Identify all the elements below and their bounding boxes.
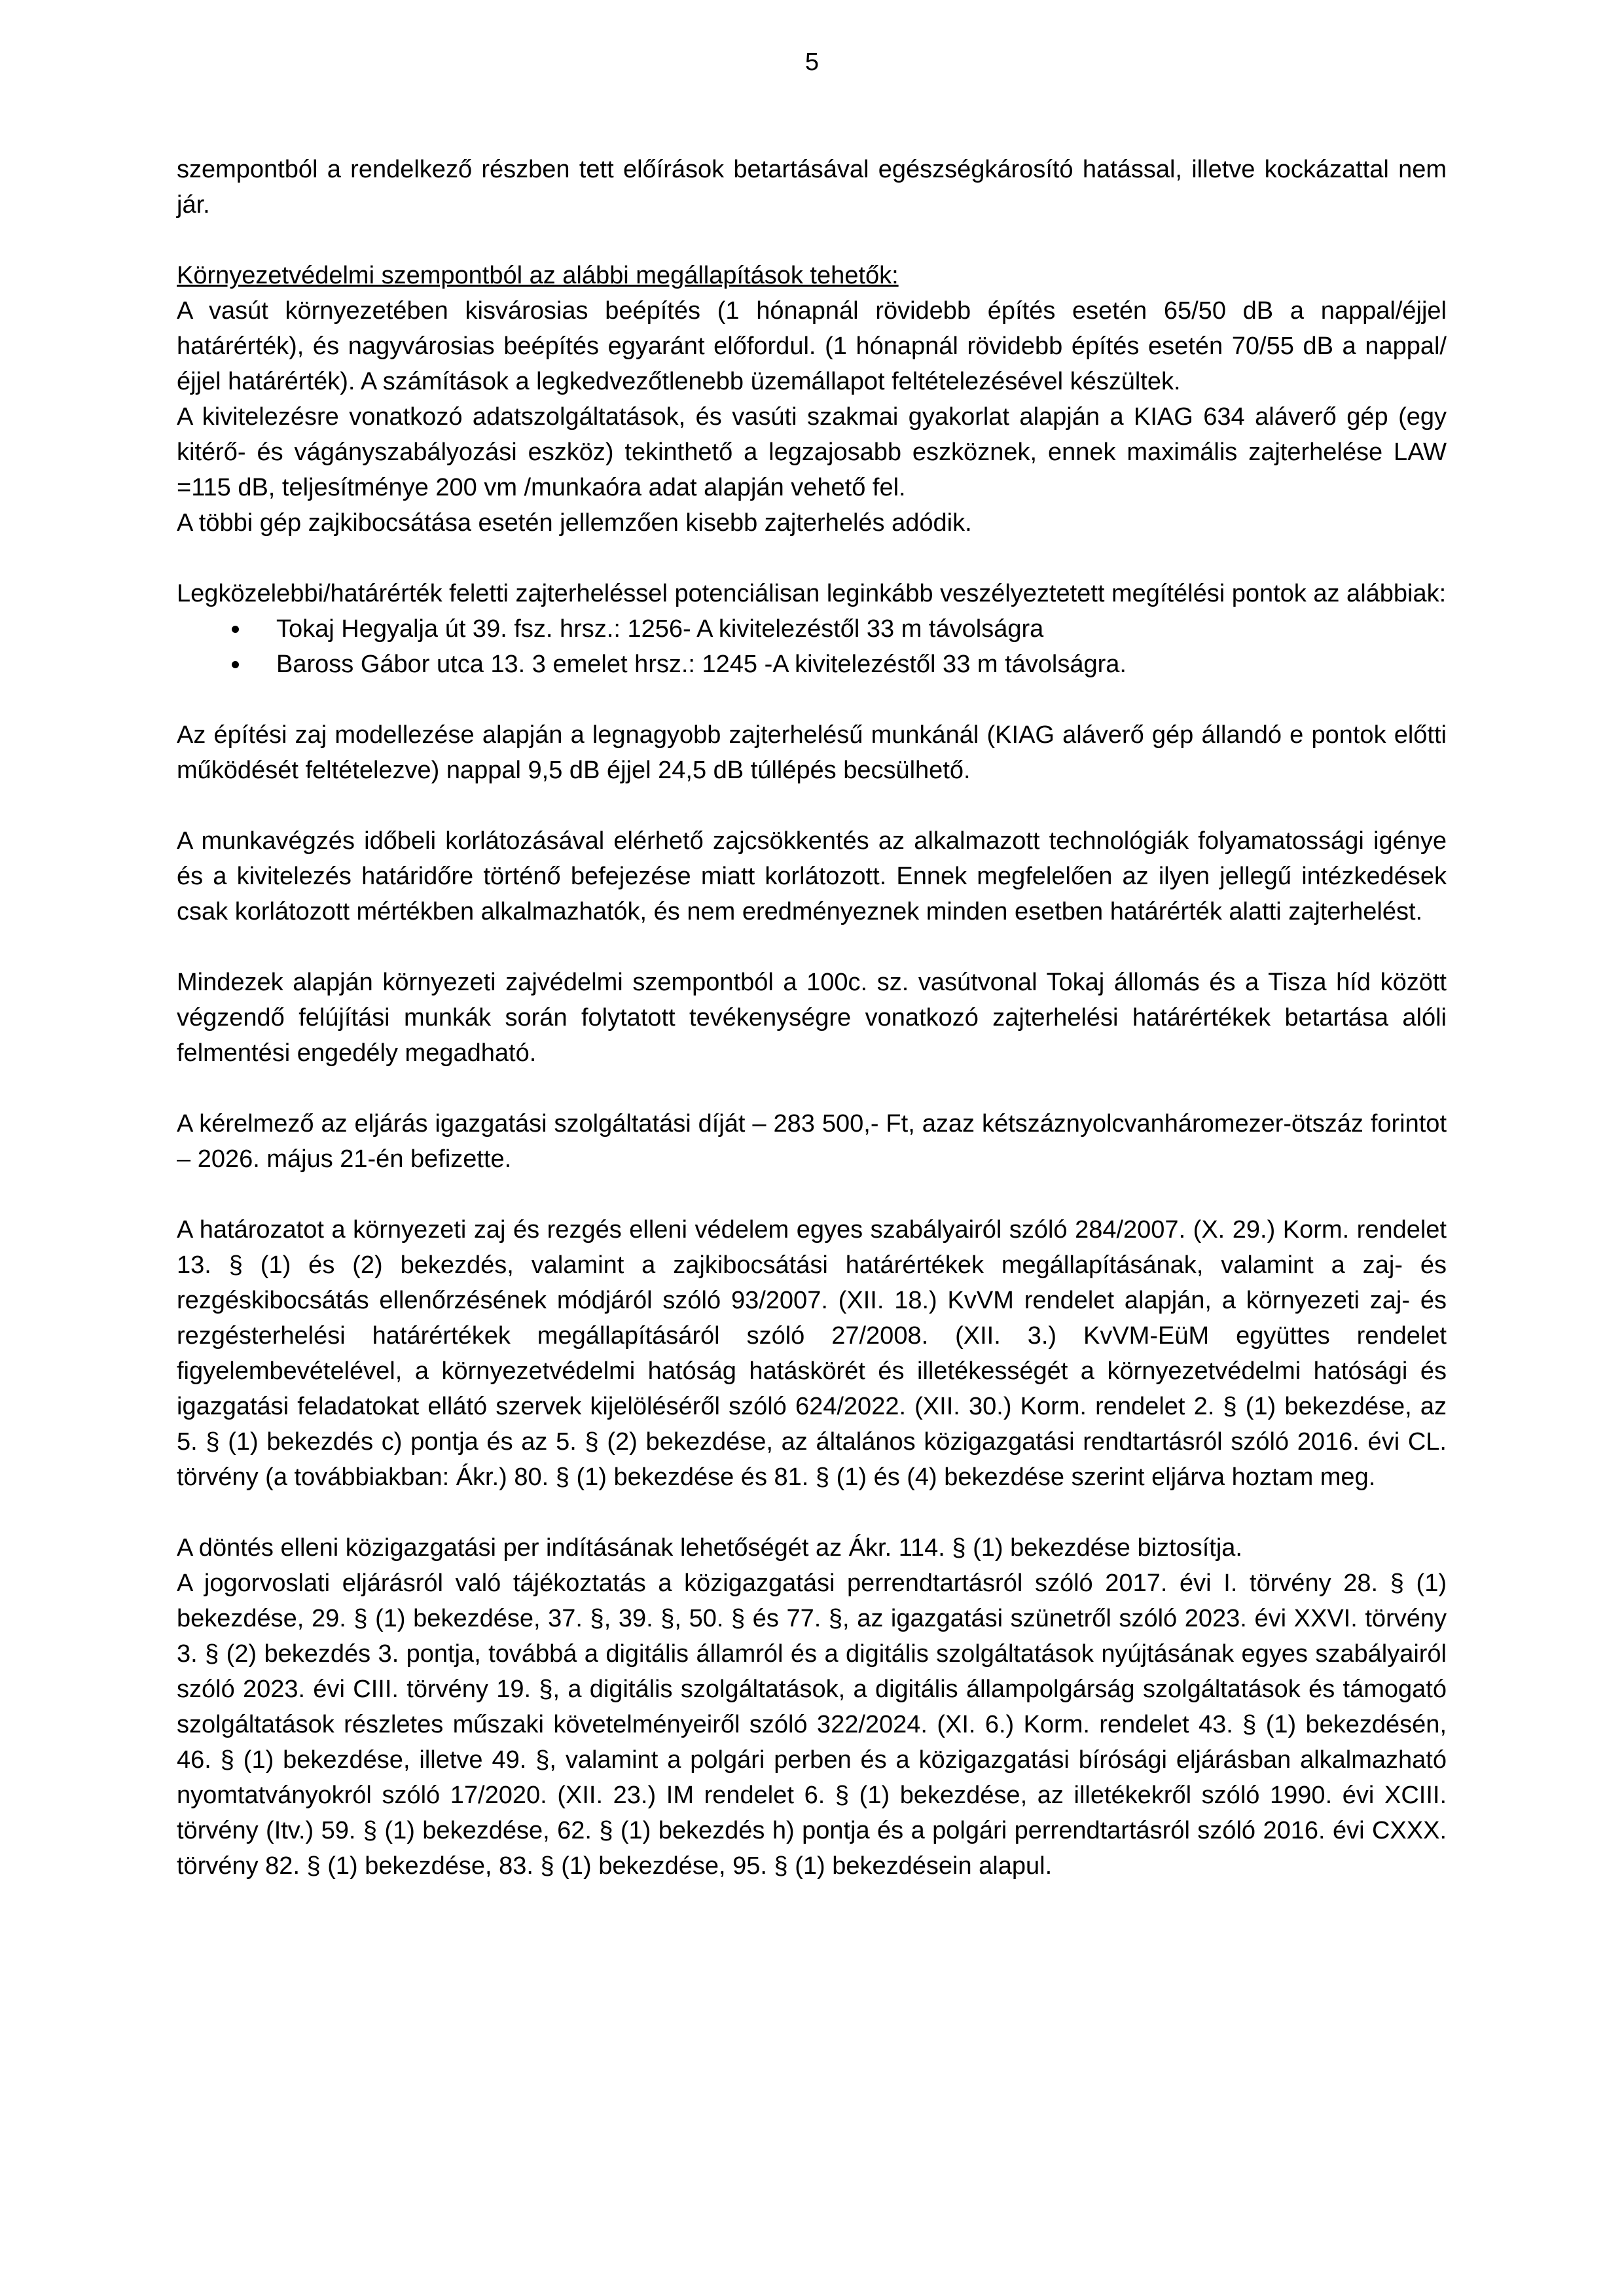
document-body [177, 152, 1447, 1919]
paragraph-other-machines: A többi gép zajkibocsátása esetén jellemzően kisebb zajterhelés adódik. [177, 509, 972, 537]
paragraph-fee-payment: A kérelmező az eljárás igazgatási szolgáltatási díját – 283 500,- Ft, azaz kétszáznyolcvanháromezer-ötszáz forintot – 2026. május 21-én befizette. [177, 1110, 1447, 1173]
paragraph-continuation: szempontból a rendelkező részben tett előírások betartásával egészségkárosító hatással, illetve kockázattal nem jár. [177, 156, 1447, 219]
bullet-icon [232, 626, 239, 633]
paragraph-time-restriction: A munkavégzés időbeli korlátozásával elérhető zajcsökkentés az alkalmazott technológiák folyamatossági igénye és a kivitelezés határidőre történő befejezése miatt korlátozott. Ennek megfelelően az ilyen jellegű intézkedések csak korlátozott mértékben alkalmazhatók, és nem eredményeznek minden esetben határérték alatti zajterhelést. [177, 827, 1447, 925]
paragraph-residential-limits: A vasút környezetében kisvárosias beépítés (1 hónapnál rövidebb építés esetén 65/50 dB a nappal/éjjel határérték), és nagyvárosias beépítés egyaránt előfordul. (1 hónapnál rövidebb építés esetén 70/55 dB a nappal/éjjel határérték). A számítások a legkedvezőtlenebb üzemállapot feltételezésével készültek. [177, 297, 1447, 395]
paragraph-appeal-right: A döntés elleni közigazgatási per indításának lehetőségét az Ákr. 114. § (1) bekezdése biztosítja. [177, 1534, 1242, 1562]
list-item: Baross Gábor utca 13. 3 emelet hrsz.: 1245 -A kivitelezéstől 33 m távolságra. [177, 647, 1447, 682]
list-item: Tokaj Hegyalja út 39. fsz. hrsz.: 1256- A kivitelezéstől 33 m távolságra [177, 611, 1447, 647]
paragraph-legal-basis: A határozatot a környezeti zaj és rezgés elleni védelem egyes szabályairól szóló 284/2007. (X. 29.) Korm. rendelet 13. § (1) és (2) bekezdés, valamint a zajkibocsátási határértékek megállapításának, valamint a zaj- és rezgéskibocsátás ellenőrzésének módjáról szóló 93/2007. (XII. 18.) KvVM rendelet alapján, a környezeti zaj- és rezgésterhelési határértékek megállapításáról szóló 27/2008. (XII. 3.) KvVM-EüM együttes rendelet figyelembevételével, a környezetvédelmi hatóság hatáskörét és illetékességét a környezetvédelmi hatósági és igazgatási feladatokat ellátó szervek kijelöléséről szóló 624/2022. (XII. 30.) Korm. rendelet 2. § (1) bekezdése, az 5. § (1) bekezdés c) pontja és az 5. § (2) bekezdése, az általános közigazgatási rendtartásról szóló 2016. évi CL. törvény (a továbbiakban: Ákr.) 80. § (1) bekezdése és 81. § (1) és (4) bekezdése szerint eljárva hoztam meg. [177, 1216, 1447, 1491]
bullet-icon [232, 661, 239, 668]
assessment-points-list [177, 611, 1447, 682]
paragraph-assessment-points: Legközelebbi/határérték feletti zajterheléssel potenciálisan leginkább veszélyeztetett megítélési pontok az alábbiak: [177, 580, 1447, 607]
page-number: 5 [804, 48, 820, 76]
paragraph-noise-model: Az építési zaj modellezése alapján a legnagyobb zajterhelésű munkánál (KIAG aláverő gép állandó e pontok előtti működését feltételezve) nappal 9,5 dB éjjel 24,5 dB túllépés becsülhető. [177, 721, 1447, 784]
paragraph-kiag-machine: A kivitelezésre vonatkozó adatszolgáltatások, és vasúti szakmai gyakorlat alapján a KIAG 634 aláverő gép (egy kitérő- és vágányszabályozási eszköz) tekinthető a legzajosabb eszköznek, ennek maximális zajterhelése LAW =115 dB, teljesítménye 200 vm /munkaóra adat alapján vehető fel. [177, 403, 1447, 501]
paragraph-exemption-conclusion: Mindezek alapján környezeti zajvédelmi szempontból a 100c. sz. vasútvonal Tokaj állomás és a Tisza híd között végzendő felújítási munkák során folytatott tevékenységre vonatkozó zajterhelési határértékek betartása alóli felmentési engedély megadható. [177, 969, 1447, 1067]
section-heading-environmental: Környezetvédelmi szempontból az alábbi megállapítások tehetők: [177, 262, 899, 289]
paragraph-remedy-info: A jogorvoslati eljárásról való tájékoztatás a közigazgatási perrendtartásról szóló 2017. évi I. törvény 28. § (1) bekezdése, 29. § (1) bekezdése, 37. §, 39. §, 50. § és 77. §, az igazgatási szünetről szóló 2023. évi XXVI. törvény 3. § (2) bekezdés 3. pontja, továbbá a digitális államról és a digitális szolgáltatások nyújtásának egyes szabályairól szóló 2023. évi CIII. törvény 19. §, a digitális szolgáltatások, a digitális állampolgárság szolgáltatások és támogató szolgáltatások részletes műszaki követelményeiről szóló 322/2024. (XI. 6.) Korm. rendelet 43. § (1) bekezdésén, 46. § (1) bekezdése, illetve 49. §, valamint a polgári perben és a közigazgatási bírósági eljárásban alkalmazható nyomtatványokról szóló 17/2020. (XII. 23.) IM rendelet 6. § (1) bekezdése, az illetékekről szóló 1990. évi XCIII. törvény (Itv.) 59. § (1) bekezdése, 62. § (1) bekezdés h) pontja és a polgári perrendtartásról szóló 2016. évi CXXX. törvény 82. § (1) bekezdése, 83. § (1) bekezdése, 95. § (1) bekezdésein alapul. [177, 1570, 1447, 1880]
